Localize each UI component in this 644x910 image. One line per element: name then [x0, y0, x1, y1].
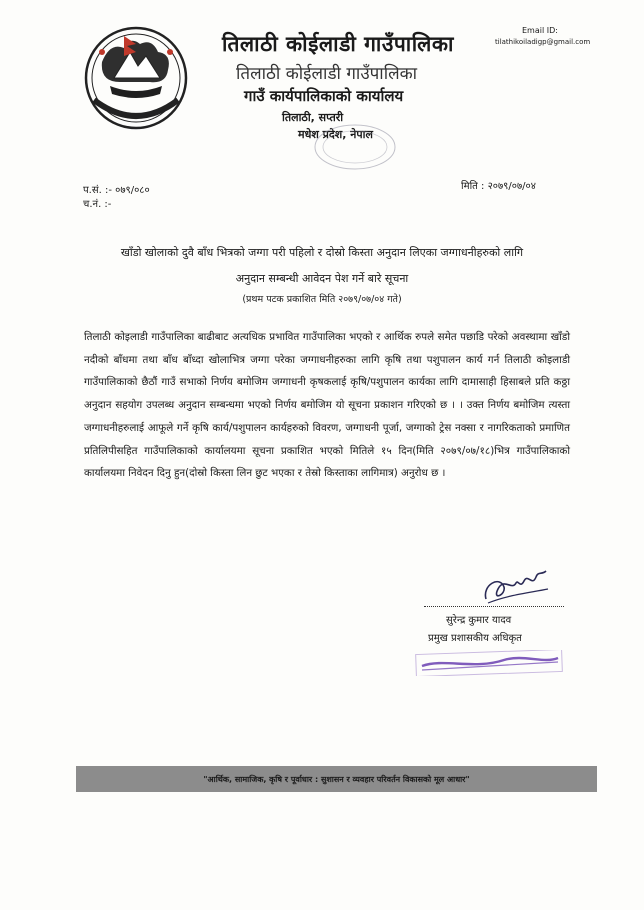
municipality-title: तिलाठी कोईलाडी गाउँपालिका — [222, 32, 454, 56]
dispatch-number: च.नं. :- — [83, 199, 112, 210]
footer-motto: "आर्थिक, सामाजिक, कृषि र पूर्वाधार : सुशासन र व्यवहार परिवर्तन विकासको मूल आधार" — [203, 774, 470, 784]
nepal-emblem-logo — [80, 22, 192, 134]
signature-line — [424, 606, 564, 607]
subject-line-1: खाँडो खोलाको दुवै बाँध भित्रको जग्गा परी पहिलो र दोस्रो किस्ता अनुदान लिएका जग्गाधनीहरुको लागि — [120, 246, 524, 259]
signatory-title: प्रमुख प्रशासकीय अधिकृत — [428, 633, 522, 644]
designation-stamp — [414, 650, 564, 676]
handwritten-signature — [478, 565, 552, 607]
notice-body: तिलाठी कोइलाडी गाउँपालिका बाढीबाट अत्यधिक प्रभावित गाउँपालिका भएको र आर्थिक रुपले समेत पछाडि परेको अवस्थामा खाँडो नदीको बाँधमा तथा बाँध बाँध्दा खोलाभित्र जग्गा परेका जग्गाधनीहरुका लागि कृषि तथा पशुपालन कार्य गर्न तिलाठी कोइलाडी गाउँपालिकाको छैठौं गाउँ सभाको निर्णय बमोजिम जग्गाधनी कृषकलाई कृषि/पशुपालन कार्यका लागि दामासाही हिसाबले प्रति कठ्ठा अनुदान सहयोग उपलब्ध अनुदान सम्बन्धमा भएको निर्णय बमोजिम यो सूचना प्रकाशन गरिएको छ । । उक्त निर्णय बमोजिम त्यस्ता जग्गाधनीहरुलाई आफूले गर्ने कृषि कार्य/पशुपालन कार्यहरुको विवरण, जग्गाधनी पूर्जा, जग्गाको ट्रेस नक्सा र नागरिकताको प्रमाणित प्रतिलिपीसहित गाउँपालिकाको कार्यालयमा सूचना प्रकाशित भएको मितिले १५ दिन(मिति २०७९/०७/१८)भित्र गाउँपालिकाको कार्यालयमा निवेदन दिनु हुन(दोस्रो किस्ता लिन छुट भएका र तेस्रो किस्ताका लागिमात्र) अनुरोध छ । — [84, 331, 570, 480]
subject-line-2: अनुदान सम्बन्धी आवेदन पेश गर्ने बारे सूचना — [235, 272, 409, 285]
address-line-1: तिलाठी, सप्तरी — [282, 111, 344, 124]
footer-motto-bar — [76, 766, 597, 792]
office-seal-stamp — [312, 122, 398, 172]
municipality-title-outline: तिलाठी कोईलाडी गाउँपालिका — [236, 64, 418, 84]
address-line-2: मधेश प्रदेश, नेपाल — [298, 128, 373, 141]
signatory-name: सुरेन्द्र कुमार यादव — [446, 615, 512, 626]
email-address: tilathikoiladigp@gmail.com — [495, 38, 591, 46]
office-title: गाउँ कार्यपालिकाको कार्यालय — [244, 87, 404, 105]
letter-number: प.सं. :- ०७९/०८० — [83, 185, 150, 196]
notice-subject — [40, 240, 604, 292]
email-label: Email ID: — [522, 26, 558, 35]
publication-note: (प्रथम पटक प्रकाशित मिति २०७९/०७/०४ गते) — [242, 294, 402, 305]
letter-date: मिति : २०७९/०७/०४ — [461, 181, 536, 192]
